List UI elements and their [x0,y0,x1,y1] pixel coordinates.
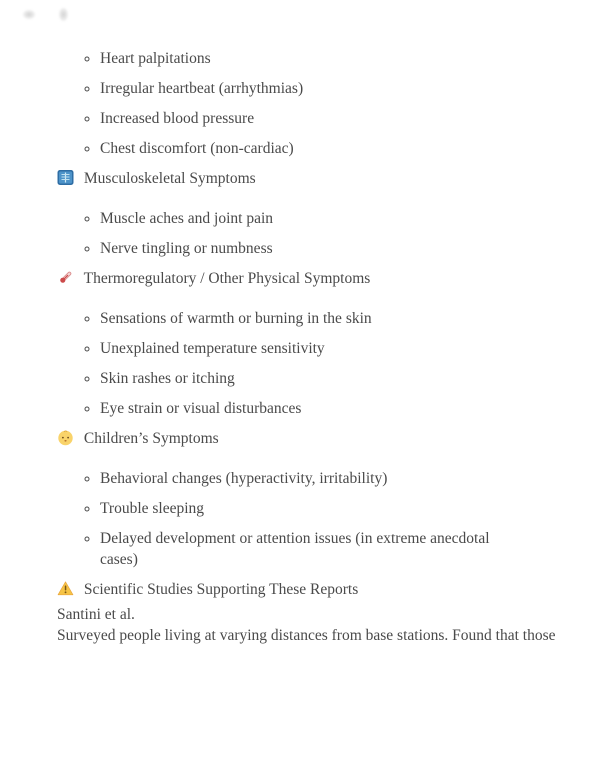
list-item: ◦ Irregular heartbeat (arrhythmias) [100,78,515,99]
list-item: ◦ Unexplained temperature sensitivity [100,338,515,359]
cardiovascular-symptom-list [0,48,600,159]
list-item: ◦ Increased blood pressure [100,108,515,129]
list-item: ◦ Eye strain or visual disturbances [100,398,515,419]
x-ray-icon [57,169,74,186]
list-item: ◦ Trouble sleeping [100,498,515,519]
list-item: ◦ Behavioral changes (hyperactivity, irritability) [100,468,515,489]
list-item: ◦ Nerve tingling or numbness [100,238,515,259]
warning-icon [57,580,74,597]
children-symptom-list [0,468,600,570]
baby-icon [57,429,74,446]
section-title: Children’s Symptoms [83,430,219,447]
section-heading-studies [57,579,600,601]
list-item: ◦ Muscle aches and joint pain [100,208,515,229]
list-item: ◦ Chest discomfort (non-cardiac) [100,138,515,159]
list-item: ◦ Heart palpitations [100,48,515,69]
section-title: Musculoskeletal Symptoms [83,170,256,187]
study-name: Santini et al. [57,606,135,623]
section-title: Thermoregulatory / Other Physical Symptoms [83,270,371,287]
thermometer-icon [57,269,74,286]
study-description: Surveyed people living at varying distances from base stations. Found that those [57,627,556,644]
clipped-text-remnant [23,10,35,19]
section-heading-musculoskeletal [57,168,600,190]
list-item: ◦ Skin rashes or itching [100,368,515,389]
list-item: ◦ Sensations of warmth or burning in the skin [100,308,515,329]
list-item: ◦ Delayed development or attention issues (in extreme anecdotal cases) [100,528,515,570]
thermoregulatory-symptom-list [0,308,600,419]
musculoskeletal-symptom-list [0,208,600,259]
section-title: Scientific Studies Supporting These Reports [83,581,359,598]
section-heading-children [57,428,600,450]
clipped-text-remnant [59,8,68,21]
section-heading-thermoregulatory [57,268,600,290]
